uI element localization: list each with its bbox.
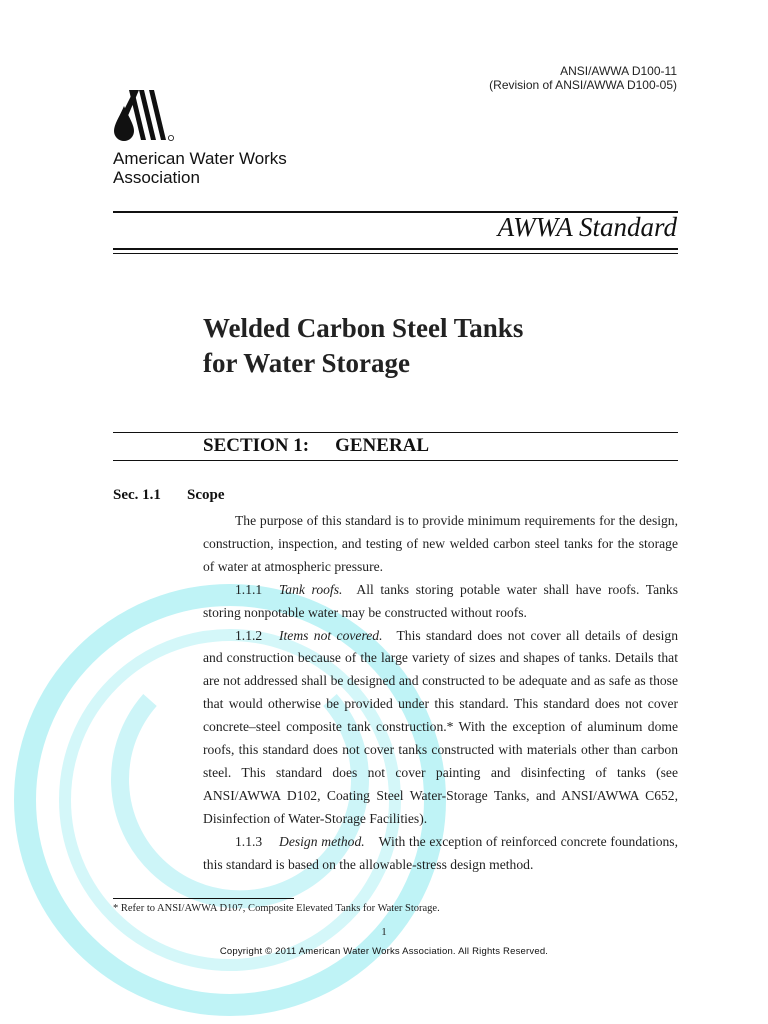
subsection-item-title: Tank roofs. <box>279 581 343 597</box>
document-title-line2: for Water Storage <box>203 348 410 378</box>
subsection-item-number: 1.1.3 <box>235 833 263 849</box>
header-rule-bottom-2 <box>113 253 678 254</box>
subsection-item-number: 1.1.1 <box>235 581 263 597</box>
subsection-item-title: Items not covered. <box>279 627 383 643</box>
copyright-notice: Copyright © 2011 American Water Works Association. All Rights Reserved. <box>219 946 549 957</box>
standard-designation <box>489 64 677 92</box>
page-number: 1 <box>381 926 387 938</box>
document-title-line1: Welded Carbon Steel Tanks <box>203 313 524 343</box>
scope-intro-paragraph: The purpose of this standard is to provide minimum requirements for the design, construction, inspection, and testing of new welded carbon steel tanks for the storage of water at atmospheric pressure. <box>203 513 678 574</box>
organization-name-line2: Association <box>113 168 200 187</box>
section-rule-top <box>113 432 678 433</box>
subsection-title: Scope <box>187 487 225 503</box>
subsection-number: Sec. 1.1 <box>113 487 161 503</box>
section-heading <box>203 435 429 457</box>
organization-name <box>113 149 287 187</box>
organization-name-line1: American Water Works <box>113 149 287 168</box>
section-name: GENERAL <box>335 435 430 456</box>
scope-body <box>203 510 678 877</box>
section-rule-bottom <box>113 460 678 461</box>
header-rule-bottom-1 <box>113 248 678 250</box>
section-number: SECTION 1: <box>203 435 310 456</box>
subsection-item-title: Design method. <box>279 833 365 849</box>
document-title <box>203 311 523 381</box>
subsection-paragraph <box>203 579 678 625</box>
revision-note: (Revision of ANSI/AWWA D100-05) <box>489 78 677 92</box>
subsection-paragraph <box>203 831 678 877</box>
subsection-item-text: All tanks storing potable water shall have roofs. Tanks storing nonpotable water may be constructed without roofs. <box>203 581 678 620</box>
subsection-item-text: This standard does not cover all details of design and construction because of the large variety of sizes and shapes of tanks. Details that are not addressed shall be designed and constructed to be adequate and as safe as those that would otherwise be provided under this standard. This standard does not cover concrete–steel composite tank construction.* With the exception of aluminum dome roofs, this standard does not cover tanks constructed with materials other than carbon steel. This standard does not cover painting and disinfecting of tanks (see ANSI/AWWA D102, Coating Steel Water-Storage Tanks, and ANSI/AWWA C652, Disinfection of Water-Storage Facilities). <box>203 627 678 826</box>
standard-label: AWWA Standard <box>497 212 677 242</box>
subsection-paragraph <box>203 625 678 831</box>
footnote: * Refer to ANSI/AWWA D107, Composite Elevated Tanks for Water Storage. <box>113 903 440 914</box>
subsection-item-text: With the exception of reinforced concrete foundations, this standard is based on the allowable-stress design method. <box>203 833 678 872</box>
footnote-divider <box>113 898 294 899</box>
subsection-item-number: 1.1.2 <box>235 627 263 643</box>
standard-number: ANSI/AWWA D100-11 <box>560 64 677 78</box>
awwa-logo-icon <box>112 88 176 144</box>
